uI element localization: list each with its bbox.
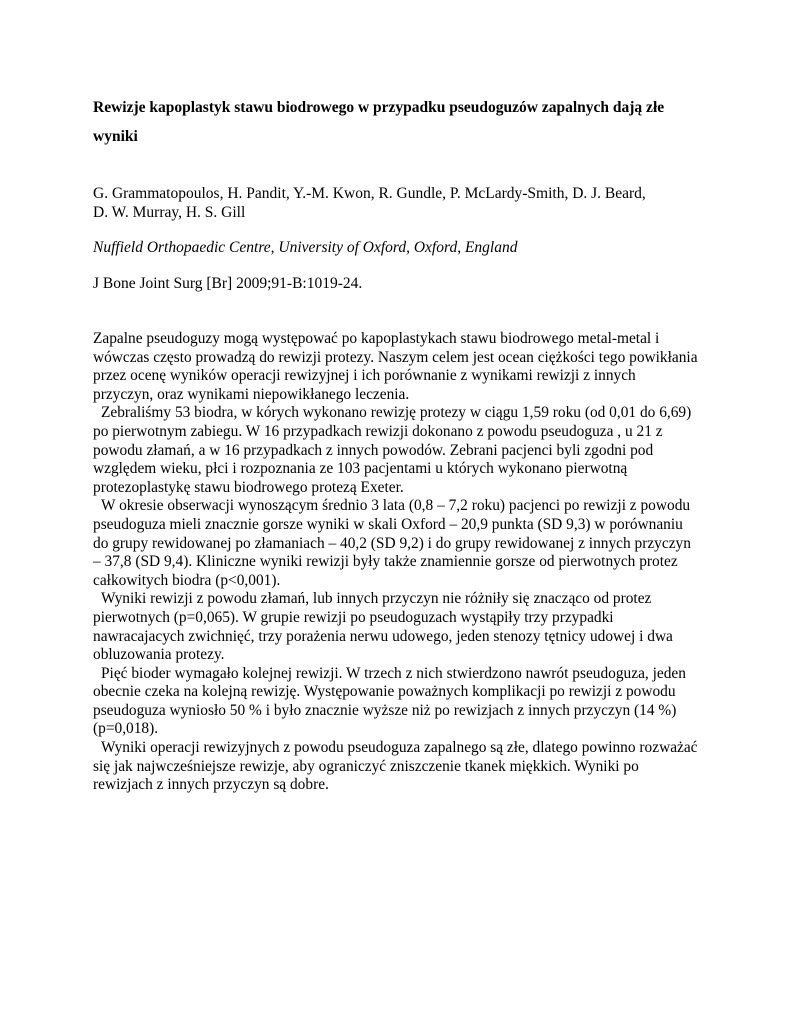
affiliation: Nuffield Orthopaedic Centre, University of Oxford, Oxford, England: [93, 239, 518, 256]
author-list-line1: G. Grammatopoulos, H. Pandit, Y.-M. Kwon, R. Gundle, P. McLardy-Smith, D. J. Beard,: [93, 185, 646, 202]
abstract-body: [93, 330, 699, 795]
article-title-line2: wyniki: [93, 128, 138, 145]
abstract-paragraph: Wyniki operacji rewizyjnych z powodu pseudoguza zapalnego są złe, dlatego powinno rozważać się jak najwcześniejsze rewizje, aby ograniczyć zniszczenie tkanek miękkich. Wyniki po rewizjach z innych przyczyn są dobre.: [93, 739, 698, 794]
abstract-paragraph: Wyniki rewizji z powodu złamań, lub innych przyczyn nie różniły się znacząco od protez pierwotnych (p=0,065). W grupie rewizji po pseudoguzach wystąpiły trzy przypadki nawracajacych zwichnięć, trzy porażenia nerwu udowego, jeden stenozy tętnicy udowej i dwa obluzowania protezy.: [93, 590, 673, 664]
article-title: [93, 93, 693, 151]
abstract-paragraph: W okresie obserwacji wynoszącym średnio 3 lata (0,8 – 7,2 roku) pacjenci po rewizji z powodu pseudoguza mieli znacznie gorsze wyniki w skali Oxford – 20,9 punkta (SD 9,3) w porównaniu do grupy rewidowanej po złamaniach – 40,2 (SD 9,2) i do grupy rewidowanej z innych przyczyn – 37,8 (SD 9,4). Kliniczne wyniki rewizji były także znamiennie gorsze od pierwotnych protez całkowitych biodra (p<0,001).: [93, 497, 691, 589]
journal-citation: J Bone Joint Surg [Br] 2009;91-B:1019-24.: [93, 275, 363, 292]
author-list: [93, 184, 713, 222]
article-title-line1: Rewizje kapoplastyk stawu biodrowego w przypadku pseudoguzów zapalnych dają złe: [93, 99, 665, 116]
abstract-paragraph: Pięć bioder wymagało kolejnej rewizji. W trzech z nich stwierdzono nawrót pseudoguza, jeden obecnie czeka na kolejną rewizję. Występowanie poważnych komplikacji po rewizji z powodu pseudoguza wyniosło 50 % i było znacznie wyższe niż po rewizjach z innych przyczyn (14 %) (p=0,018).: [93, 664, 686, 738]
author-list-line2: D. W. Murray, H. S. Gill: [93, 204, 246, 221]
abstract-paragraph: Zapalne pseudoguzy mogą występować po kapoplastykach stawu biodrowego metal-metal i wówczas często prowadzą do rewizji protezy. Naszym celem jest ocean ciężkości tego powikłania przez ocenę wyników operacji rewizyjnej i ich porównanie z wynikami rewizji z innych przyczyn, oraz wynikami niepowikłanego leczenia.: [93, 330, 698, 403]
abstract-paragraph: Zebraliśmy 53 biodra, w kórych wykonano rewizję protezy w ciągu 1,59 roku (od 0,01 do 6,69) po pierwotnym zabiegu. W 16 przypadkach rewizji dokonano z powodu pseudoguza , u 21 z powodu złamań, a w 16 przypadkach z innych powodów. Zebrani pacjenci byli zgodni pod względem wieku, płci i rozpoznania ze 103 pacjentami u których wykonano pierwotną protezoplastykę stawu biodrowego protezą Exeter.: [93, 404, 692, 496]
